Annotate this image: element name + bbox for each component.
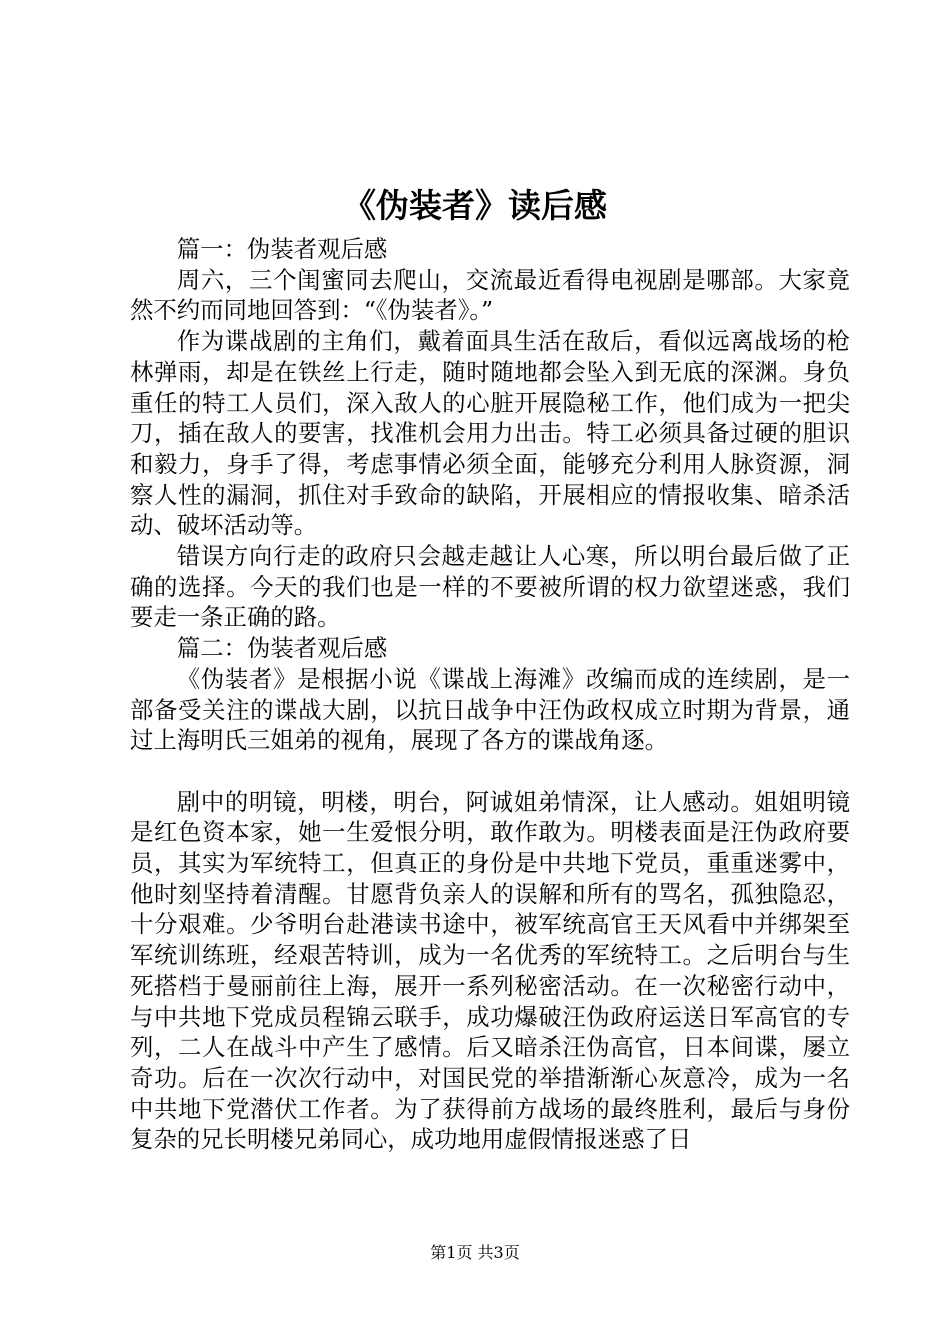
- paragraph: 《伪装者》是根据小说《谍战上海滩》改编而成的连续剧，是一部备受关注的谍战大剧，以抗日战争中汪伪政权成立时期为背景，通过上海明氏三姐弟的视角，展现了各方的谍战角逐。: [130, 664, 850, 755]
- paragraph: 作为谍战剧的主角们，戴着面具生活在敌后，看似远离战场的枪林弹雨，却是在铁丝上行走，随时随地都会坠入到无底的深渊。身负重任的特工人员们，深入敌人的心脏开展隐秘工作，他们成为一把尖刀，插在敌人的要害，找准机会用力出击。特工必须具备过硬的胆识和毅力，身手了得，考虑事情必须全面，能够充分利用人脉资源，洞察人性的漏洞，抓住对手致命的缺陷，开展相应的情报收集、暗杀活动、破坏活动等。: [130, 327, 850, 540]
- blank-line: [130, 756, 850, 787]
- page-footer: 第1页 共3页: [430, 1243, 520, 1262]
- document-title: 《伪装者》读后感: [343, 186, 607, 225]
- paragraph: 错误方向行走的政府只会越走越让人心寒，所以明台最后做了正确的选择。今天的我们也是一样的不要被所谓的权力欲望迷惑，我们要走一条正确的路。: [130, 542, 850, 632]
- paragraph: 剧中的明镜，明楼，明台，阿诚姐弟情深，让人感动。姐姐明镜是红色资本家，她一生爱恨分明，敢作敢为。明楼表面是汪伪政府要员，其实为军统特工，但真正的身份是中共地下党员，重重迷雾中，他时刻坚持着清醒。甘愿背负亲人的误解和所有的骂名，孤独隐忍，十分艰难。少爷明台赴港读书途中，被军统高官王天风看中并绑架至军统训练班，经艰苦特训，成为一名优秀的军统特工。之后明台与生死搭档于曼丽前往上海，展开一系列秘密活动。在一次秘密行动中，与中共地下党成员程锦云联手，成功爆破汪伪政府运送日军高官的专列，二人在战斗中产生了感情。后又暗杀汪伪高官，日本间谍，屡立奇功。后在一次次行动中，对国民党的举措渐渐心灰意冷，成为一名中共地下党潜伏工作者。为了获得前方战场的最终胜利，最后与身份复杂的兄长明楼兄弟同心，成功地用虚假情报迷惑了日: [130, 787, 850, 1154]
- paragraph: 周六，三个闺蜜同去爬山，交流最近看得电视剧是哪部。大家竟然不约而同地回答到：“《伪装者》。”: [130, 265, 850, 325]
- section-heading-2: 篇二：伪装者观后感: [176, 634, 388, 663]
- section-heading-1: 篇一：伪装者观后感: [176, 235, 388, 263]
- document-body: [130, 234, 850, 1155]
